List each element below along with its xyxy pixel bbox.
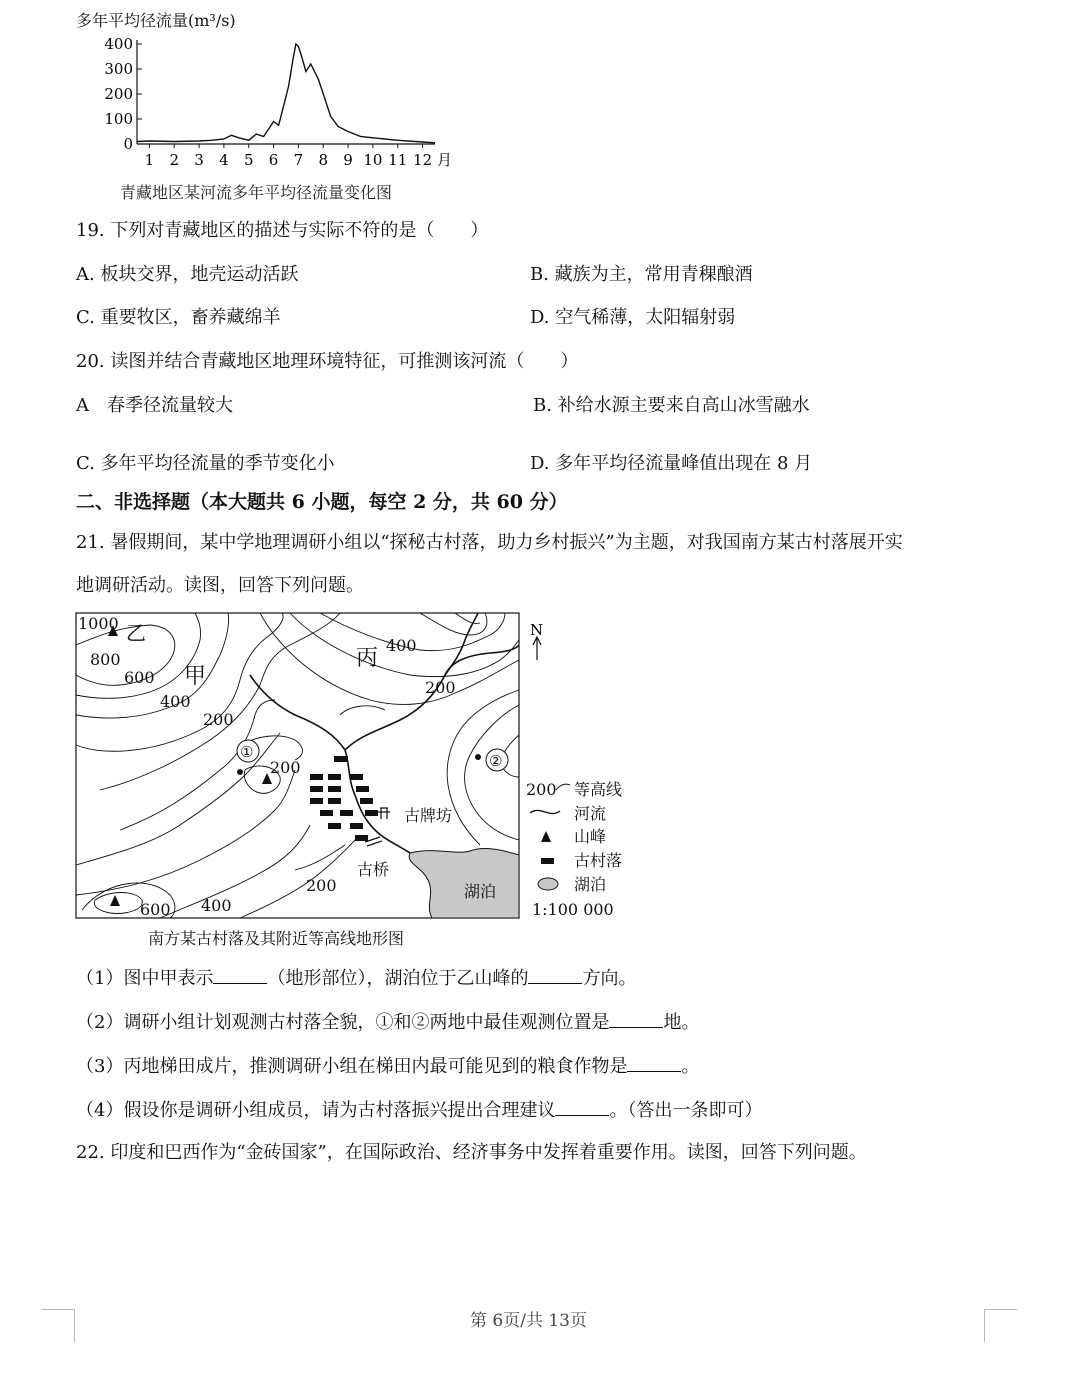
question-22: 22. 印度和巴西作为“金砖国家”，在国际政治、经济事务中发挥着重要作用。读图，回答下列问题。 bbox=[76, 1142, 867, 1163]
x-tick-label: 10 bbox=[363, 151, 383, 169]
label-1000: 1000 bbox=[78, 614, 119, 633]
label-200d: 200 bbox=[306, 876, 337, 895]
map-legend bbox=[526, 780, 622, 919]
y-tick-label: 100 bbox=[104, 110, 133, 128]
label-p2: ② bbox=[489, 752, 503, 770]
label-200c: 200 bbox=[270, 758, 301, 777]
chart-ylabel: 多年平均径流量(m³/s) bbox=[76, 11, 236, 30]
question-21-line2: 地调研活动。读图，回答下列问题。 bbox=[76, 575, 364, 596]
x-tick-label: 5 bbox=[243, 151, 254, 169]
page-number: 第 6页/共 13页 bbox=[470, 1311, 587, 1331]
q19-option-b: B. 藏族为主，常用青稞酿酒 bbox=[530, 264, 753, 285]
q19-option-a: A. 板块交界，地壳运动活跃 bbox=[76, 264, 299, 285]
y-tick-label: 200 bbox=[104, 85, 133, 103]
question-21-3: （3）丙地梯田成片，推测调研小组在梯田内最可能见到的粮食作物是 。 bbox=[76, 1052, 699, 1078]
q20-option-b: B. 补给水源主要来自高山冰雪融水 bbox=[533, 395, 810, 416]
label-200b: 200 bbox=[425, 678, 456, 697]
x-unit-label: 月 bbox=[437, 151, 453, 169]
north-label: N bbox=[530, 621, 544, 639]
label-p1: ① bbox=[240, 743, 254, 761]
q20-option-d: D. 多年平均径流量峰值出现在 8 月 bbox=[530, 453, 813, 474]
svg-text:山峰: 山峰 bbox=[574, 827, 607, 846]
contour-map bbox=[60, 605, 660, 955]
svg-text:古村落: 古村落 bbox=[574, 851, 623, 870]
x-tick-label: 1 bbox=[144, 151, 155, 169]
svg-text:1:100 000: 1:100 000 bbox=[532, 900, 614, 919]
label-400b: 400 bbox=[386, 636, 417, 655]
north-arrow bbox=[533, 637, 541, 660]
x-tick-label: 12 bbox=[413, 151, 433, 169]
corner-mark-left bbox=[42, 1309, 75, 1342]
label-bridge: 古桥 bbox=[357, 860, 390, 879]
label-600: 600 bbox=[124, 668, 155, 687]
label-paifang: 古牌坊 bbox=[404, 806, 453, 825]
runoff-line bbox=[137, 44, 435, 143]
y-tick-label: 300 bbox=[104, 60, 133, 78]
label-600b: 600 bbox=[140, 900, 171, 919]
label-400a: 400 bbox=[160, 692, 191, 711]
label-jia: 甲 bbox=[184, 664, 207, 689]
corner-mark-right bbox=[984, 1309, 1017, 1342]
label-lake: 湖泊 bbox=[464, 882, 497, 901]
q19-option-d: D. 空气稀薄，太阳辐射弱 bbox=[530, 307, 736, 328]
svg-text:湖泊: 湖泊 bbox=[574, 875, 607, 894]
label-yi: 乙 bbox=[126, 621, 146, 645]
chart-caption: 青藏地区某河流多年平均径流量变化图 bbox=[120, 183, 393, 202]
question-20: 20. 读图并结合青藏地区地理环境特征，可推测该河流（ ） bbox=[76, 351, 579, 372]
map-caption: 南方某古村落及其附近等高线地形图 bbox=[148, 929, 405, 948]
svg-text:等高线: 等高线 bbox=[574, 780, 623, 799]
question-21-1: （1）图中甲表示 （地形部位），湖泊位于乙山峰的 方向。 bbox=[76, 964, 636, 990]
q19-option-c: C. 重要牧区，畜养藏绵羊 bbox=[76, 307, 281, 328]
q20-option-a: A 春季径流量较大 bbox=[76, 395, 233, 416]
question-21-line1: 21. 暑假期间，某中学地理调研小组以“探秘古村落，助力乡村振兴”为主题，对我国南方某古村落展开实 bbox=[76, 532, 903, 553]
label-400c: 400 bbox=[201, 896, 232, 915]
runoff-chart-svg bbox=[95, 30, 455, 175]
svg-text:河流: 河流 bbox=[574, 804, 607, 823]
q20-option-c: C. 多年平均径流量的季节变化小 bbox=[76, 453, 335, 474]
x-tick-label: 6 bbox=[268, 151, 279, 169]
x-tick-label: 2 bbox=[169, 151, 180, 169]
y-tick-label: 0 bbox=[123, 135, 133, 153]
label-bing: 丙 bbox=[356, 646, 379, 671]
question-21-4: （4）假设你是调研小组成员，请为古村落振兴提出合理建议 。（答出一条即可） bbox=[76, 1096, 762, 1122]
question-21-2: （2）调研小组计划观测古村落全貌，①和②两地中最佳观测位置是 地。 bbox=[76, 1008, 699, 1034]
x-tick-label: 9 bbox=[343, 151, 353, 169]
label-200a: 200 bbox=[203, 710, 234, 729]
section-2-heading: 二、非选择题（本大题共 6 小题，每空 2 分，共 60 分） bbox=[76, 491, 568, 513]
x-tick-label: 4 bbox=[219, 151, 229, 169]
question-19: 19. 下列对青藏地区的描述与实际不符的是（ ） bbox=[76, 220, 489, 241]
x-tick-label: 3 bbox=[194, 151, 204, 169]
x-tick-label: 11 bbox=[388, 151, 408, 169]
x-tick-label: 8 bbox=[318, 151, 329, 169]
label-800: 800 bbox=[90, 650, 121, 669]
y-tick-label: 400 bbox=[104, 35, 133, 53]
x-tick-label: 7 bbox=[293, 151, 304, 169]
svg-text:200: 200 bbox=[526, 780, 557, 799]
